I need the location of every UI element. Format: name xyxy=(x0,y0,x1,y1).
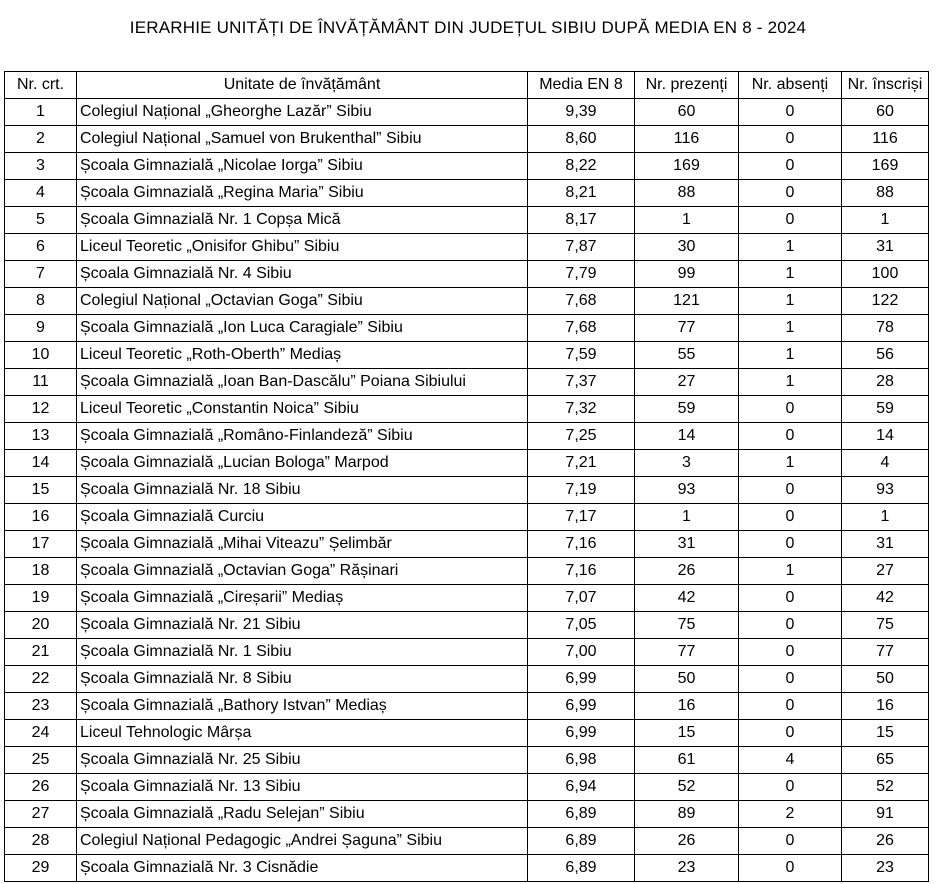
cell-prezenti: 31 xyxy=(635,531,739,558)
cell-media: 8,60 xyxy=(528,126,635,153)
cell-prezenti: 23 xyxy=(635,855,739,882)
cell-nr-crt: 12 xyxy=(5,396,77,423)
cell-absenti: 0 xyxy=(739,126,842,153)
table-header-row xyxy=(5,72,929,99)
cell-absenti: 1 xyxy=(739,450,842,477)
cell-nr-crt: 29 xyxy=(5,855,77,882)
cell-nr-crt: 3 xyxy=(5,153,77,180)
cell-prezenti: 15 xyxy=(635,720,739,747)
cell-absenti: 0 xyxy=(739,666,842,693)
cell-inscrisi: 16 xyxy=(842,693,929,720)
cell-unitate: Colegiul Național „Octavian Goga” Sibiu xyxy=(77,288,528,315)
cell-media: 7,87 xyxy=(528,234,635,261)
cell-media: 7,79 xyxy=(528,261,635,288)
cell-unitate: Liceul Teoretic „Onisifor Ghibu” Sibiu xyxy=(77,234,528,261)
cell-media: 7,00 xyxy=(528,639,635,666)
cell-absenti: 0 xyxy=(739,828,842,855)
cell-media: 8,21 xyxy=(528,180,635,207)
cell-prezenti: 3 xyxy=(635,450,739,477)
cell-unitate: Școala Gimnazială „Octavian Goga” Rășinari xyxy=(77,558,528,585)
table-row xyxy=(5,477,929,504)
cell-unitate: Școala Gimnazială Nr. 13 Sibiu xyxy=(77,774,528,801)
cell-media: 7,21 xyxy=(528,450,635,477)
cell-media: 7,16 xyxy=(528,531,635,558)
cell-prezenti: 60 xyxy=(635,99,739,126)
cell-unitate: Școala Gimnazială Nr. 18 Sibiu xyxy=(77,477,528,504)
cell-absenti: 0 xyxy=(739,99,842,126)
cell-inscrisi: 31 xyxy=(842,531,929,558)
cell-inscrisi: 78 xyxy=(842,315,929,342)
cell-unitate: Școala Gimnazială „Ioan Ban-Dascălu” Poiana Sibiului xyxy=(77,369,528,396)
header-absenti: Nr. absenți xyxy=(739,72,842,99)
cell-prezenti: 14 xyxy=(635,423,739,450)
cell-prezenti: 1 xyxy=(635,207,739,234)
cell-unitate: Școala Gimnazială „Radu Selejan” Sibiu xyxy=(77,801,528,828)
cell-media: 6,98 xyxy=(528,747,635,774)
cell-media: 6,89 xyxy=(528,801,635,828)
cell-inscrisi: 122 xyxy=(842,288,929,315)
cell-nr-crt: 24 xyxy=(5,720,77,747)
cell-inscrisi: 60 xyxy=(842,99,929,126)
cell-prezenti: 16 xyxy=(635,693,739,720)
cell-inscrisi: 93 xyxy=(842,477,929,504)
cell-nr-crt: 7 xyxy=(5,261,77,288)
cell-prezenti: 59 xyxy=(635,396,739,423)
cell-absenti: 0 xyxy=(739,774,842,801)
cell-prezenti: 121 xyxy=(635,288,739,315)
cell-absenti: 0 xyxy=(739,153,842,180)
cell-inscrisi: 169 xyxy=(842,153,929,180)
cell-unitate: Școala Gimnazială „Regina Maria” Sibiu xyxy=(77,180,528,207)
cell-nr-crt: 26 xyxy=(5,774,77,801)
cell-inscrisi: 15 xyxy=(842,720,929,747)
cell-nr-crt: 16 xyxy=(5,504,77,531)
cell-prezenti: 55 xyxy=(635,342,739,369)
cell-unitate: Școala Gimnazială „Mihai Viteazu” Șelimbăr xyxy=(77,531,528,558)
header-prezenti: Nr. prezenți xyxy=(635,72,739,99)
cell-media: 7,05 xyxy=(528,612,635,639)
cell-unitate: Școala Gimnazială Nr. 1 Sibiu xyxy=(77,639,528,666)
cell-media: 7,37 xyxy=(528,369,635,396)
cell-inscrisi: 75 xyxy=(842,612,929,639)
cell-media: 9,39 xyxy=(528,99,635,126)
cell-absenti: 0 xyxy=(739,207,842,234)
cell-unitate: Școala Gimnazială „Bathory Istvan” Mediaș xyxy=(77,693,528,720)
table-row xyxy=(5,207,929,234)
cell-unitate: Școala Gimnazială Nr. 25 Sibiu xyxy=(77,747,528,774)
cell-nr-crt: 18 xyxy=(5,558,77,585)
cell-prezenti: 26 xyxy=(635,828,739,855)
cell-nr-crt: 17 xyxy=(5,531,77,558)
table-row xyxy=(5,180,929,207)
cell-prezenti: 77 xyxy=(635,315,739,342)
cell-absenti: 1 xyxy=(739,234,842,261)
cell-nr-crt: 8 xyxy=(5,288,77,315)
cell-nr-crt: 13 xyxy=(5,423,77,450)
cell-prezenti: 77 xyxy=(635,639,739,666)
table-row xyxy=(5,315,929,342)
cell-prezenti: 169 xyxy=(635,153,739,180)
cell-nr-crt: 21 xyxy=(5,639,77,666)
cell-media: 6,99 xyxy=(528,720,635,747)
cell-absenti: 0 xyxy=(739,477,842,504)
cell-absenti: 0 xyxy=(739,639,842,666)
cell-inscrisi: 1 xyxy=(842,504,929,531)
table-row xyxy=(5,153,929,180)
cell-nr-crt: 28 xyxy=(5,828,77,855)
table-row xyxy=(5,261,929,288)
cell-media: 6,99 xyxy=(528,693,635,720)
cell-unitate: Școala Gimnazială Nr. 4 Sibiu xyxy=(77,261,528,288)
cell-inscrisi: 4 xyxy=(842,450,929,477)
cell-unitate: Școala Gimnazială Nr. 21 Sibiu xyxy=(77,612,528,639)
table-row xyxy=(5,855,929,882)
cell-media: 7,32 xyxy=(528,396,635,423)
cell-absenti: 1 xyxy=(739,342,842,369)
cell-media: 7,16 xyxy=(528,558,635,585)
cell-prezenti: 50 xyxy=(635,666,739,693)
cell-nr-crt: 20 xyxy=(5,612,77,639)
page-title: IERARHIE UNITĂȚI DE ÎNVĂȚĂMÂNT DIN JUDEȚUL SIBIU DUPĂ MEDIA EN 8 - 2024 xyxy=(129,18,807,37)
cell-media: 7,25 xyxy=(528,423,635,450)
cell-absenti: 0 xyxy=(739,531,842,558)
header-nr-crt: Nr. crt. xyxy=(5,72,77,99)
cell-absenti: 2 xyxy=(739,801,842,828)
table-row xyxy=(5,639,929,666)
cell-absenti: 0 xyxy=(739,423,842,450)
cell-prezenti: 116 xyxy=(635,126,739,153)
cell-media: 6,99 xyxy=(528,666,635,693)
table-row xyxy=(5,126,929,153)
table-row xyxy=(5,396,929,423)
cell-absenti: 0 xyxy=(739,585,842,612)
cell-nr-crt: 1 xyxy=(5,99,77,126)
table-row xyxy=(5,693,929,720)
cell-media: 6,94 xyxy=(528,774,635,801)
cell-nr-crt: 10 xyxy=(5,342,77,369)
table-row xyxy=(5,774,929,801)
cell-inscrisi: 56 xyxy=(842,342,929,369)
cell-inscrisi: 27 xyxy=(842,558,929,585)
cell-nr-crt: 23 xyxy=(5,693,77,720)
header-media: Media EN 8 xyxy=(528,72,635,99)
cell-nr-crt: 11 xyxy=(5,369,77,396)
table-row xyxy=(5,504,929,531)
cell-nr-crt: 27 xyxy=(5,801,77,828)
table-row xyxy=(5,666,929,693)
cell-absenti: 0 xyxy=(739,693,842,720)
cell-nr-crt: 14 xyxy=(5,450,77,477)
cell-unitate: Școala Gimnazială Nr. 1 Copșa Mică xyxy=(77,207,528,234)
cell-inscrisi: 23 xyxy=(842,855,929,882)
table-row xyxy=(5,801,929,828)
cell-prezenti: 88 xyxy=(635,180,739,207)
cell-absenti: 0 xyxy=(739,612,842,639)
cell-prezenti: 27 xyxy=(635,369,739,396)
cell-inscrisi: 91 xyxy=(842,801,929,828)
cell-unitate: Școala Gimnazială „Româno-Finlandeză” Sibiu xyxy=(77,423,528,450)
table-row xyxy=(5,558,929,585)
table-row xyxy=(5,585,929,612)
cell-absenti: 0 xyxy=(739,720,842,747)
table-row xyxy=(5,450,929,477)
cell-media: 7,07 xyxy=(528,585,635,612)
ranking-table xyxy=(4,71,929,882)
cell-prezenti: 30 xyxy=(635,234,739,261)
cell-media: 7,19 xyxy=(528,477,635,504)
table-row xyxy=(5,747,929,774)
cell-nr-crt: 22 xyxy=(5,666,77,693)
cell-media: 8,17 xyxy=(528,207,635,234)
cell-unitate: Liceul Tehnologic Mârșa xyxy=(77,720,528,747)
cell-nr-crt: 9 xyxy=(5,315,77,342)
cell-unitate: Liceul Teoretic „Constantin Noica” Sibiu xyxy=(77,396,528,423)
cell-inscrisi: 116 xyxy=(842,126,929,153)
cell-inscrisi: 31 xyxy=(842,234,929,261)
table-row xyxy=(5,342,929,369)
cell-inscrisi: 77 xyxy=(842,639,929,666)
cell-inscrisi: 42 xyxy=(842,585,929,612)
cell-unitate: Școala Gimnazială „Lucian Bologa” Marpod xyxy=(77,450,528,477)
cell-nr-crt: 2 xyxy=(5,126,77,153)
cell-unitate: Liceul Teoretic „Roth-Oberth” Mediaș xyxy=(77,342,528,369)
cell-inscrisi: 52 xyxy=(842,774,929,801)
table-row xyxy=(5,720,929,747)
cell-inscrisi: 1 xyxy=(842,207,929,234)
cell-nr-crt: 19 xyxy=(5,585,77,612)
cell-unitate: Școala Gimnazială Nr. 8 Sibiu xyxy=(77,666,528,693)
cell-inscrisi: 59 xyxy=(842,396,929,423)
cell-unitate: Colegiul Național „Samuel von Brukenthal” Sibiu xyxy=(77,126,528,153)
cell-prezenti: 75 xyxy=(635,612,739,639)
cell-unitate: Școala Gimnazială „Nicolae Iorga” Sibiu xyxy=(77,153,528,180)
cell-media: 6,89 xyxy=(528,855,635,882)
cell-inscrisi: 100 xyxy=(842,261,929,288)
cell-prezenti: 26 xyxy=(635,558,739,585)
cell-prezenti: 61 xyxy=(635,747,739,774)
cell-unitate: Școala Gimnazială „Cireșarii” Mediaș xyxy=(77,585,528,612)
cell-absenti: 1 xyxy=(739,288,842,315)
cell-absenti: 1 xyxy=(739,315,842,342)
cell-inscrisi: 26 xyxy=(842,828,929,855)
table-body xyxy=(5,99,929,882)
cell-inscrisi: 88 xyxy=(842,180,929,207)
cell-unitate: Colegiul Național „Gheorghe Lazăr” Sibiu xyxy=(77,99,528,126)
table-row xyxy=(5,828,929,855)
cell-absenti: 0 xyxy=(739,855,842,882)
cell-unitate: Școala Gimnazială Nr. 3 Cisnădie xyxy=(77,855,528,882)
table-row xyxy=(5,531,929,558)
header-inscrisi: Nr. înscriși xyxy=(842,72,929,99)
cell-inscrisi: 28 xyxy=(842,369,929,396)
cell-media: 7,68 xyxy=(528,288,635,315)
cell-nr-crt: 4 xyxy=(5,180,77,207)
table-row xyxy=(5,423,929,450)
cell-unitate: Școala Gimnazială Curciu xyxy=(77,504,528,531)
cell-inscrisi: 50 xyxy=(842,666,929,693)
cell-absenti: 1 xyxy=(739,558,842,585)
cell-media: 7,59 xyxy=(528,342,635,369)
cell-media: 6,89 xyxy=(528,828,635,855)
cell-absenti: 1 xyxy=(739,261,842,288)
table-row xyxy=(5,288,929,315)
cell-absenti: 4 xyxy=(739,747,842,774)
cell-nr-crt: 5 xyxy=(5,207,77,234)
table-row xyxy=(5,99,929,126)
cell-prezenti: 99 xyxy=(635,261,739,288)
cell-prezenti: 42 xyxy=(635,585,739,612)
cell-nr-crt: 25 xyxy=(5,747,77,774)
cell-absenti: 0 xyxy=(739,180,842,207)
table-row xyxy=(5,369,929,396)
cell-absenti: 0 xyxy=(739,504,842,531)
cell-absenti: 0 xyxy=(739,396,842,423)
cell-unitate: Școala Gimnazială „Ion Luca Caragiale” Sibiu xyxy=(77,315,528,342)
cell-prezenti: 93 xyxy=(635,477,739,504)
cell-media: 7,68 xyxy=(528,315,635,342)
cell-prezenti: 89 xyxy=(635,801,739,828)
cell-nr-crt: 15 xyxy=(5,477,77,504)
cell-media: 8,22 xyxy=(528,153,635,180)
table-row xyxy=(5,612,929,639)
header-unitate: Unitate de învățământ xyxy=(77,72,528,99)
cell-prezenti: 1 xyxy=(635,504,739,531)
cell-unitate: Colegiul Național Pedagogic „Andrei Șaguna” Sibiu xyxy=(77,828,528,855)
cell-inscrisi: 14 xyxy=(842,423,929,450)
table-row xyxy=(5,234,929,261)
cell-prezenti: 52 xyxy=(635,774,739,801)
cell-nr-crt: 6 xyxy=(5,234,77,261)
cell-media: 7,17 xyxy=(528,504,635,531)
cell-absenti: 1 xyxy=(739,369,842,396)
cell-inscrisi: 65 xyxy=(842,747,929,774)
